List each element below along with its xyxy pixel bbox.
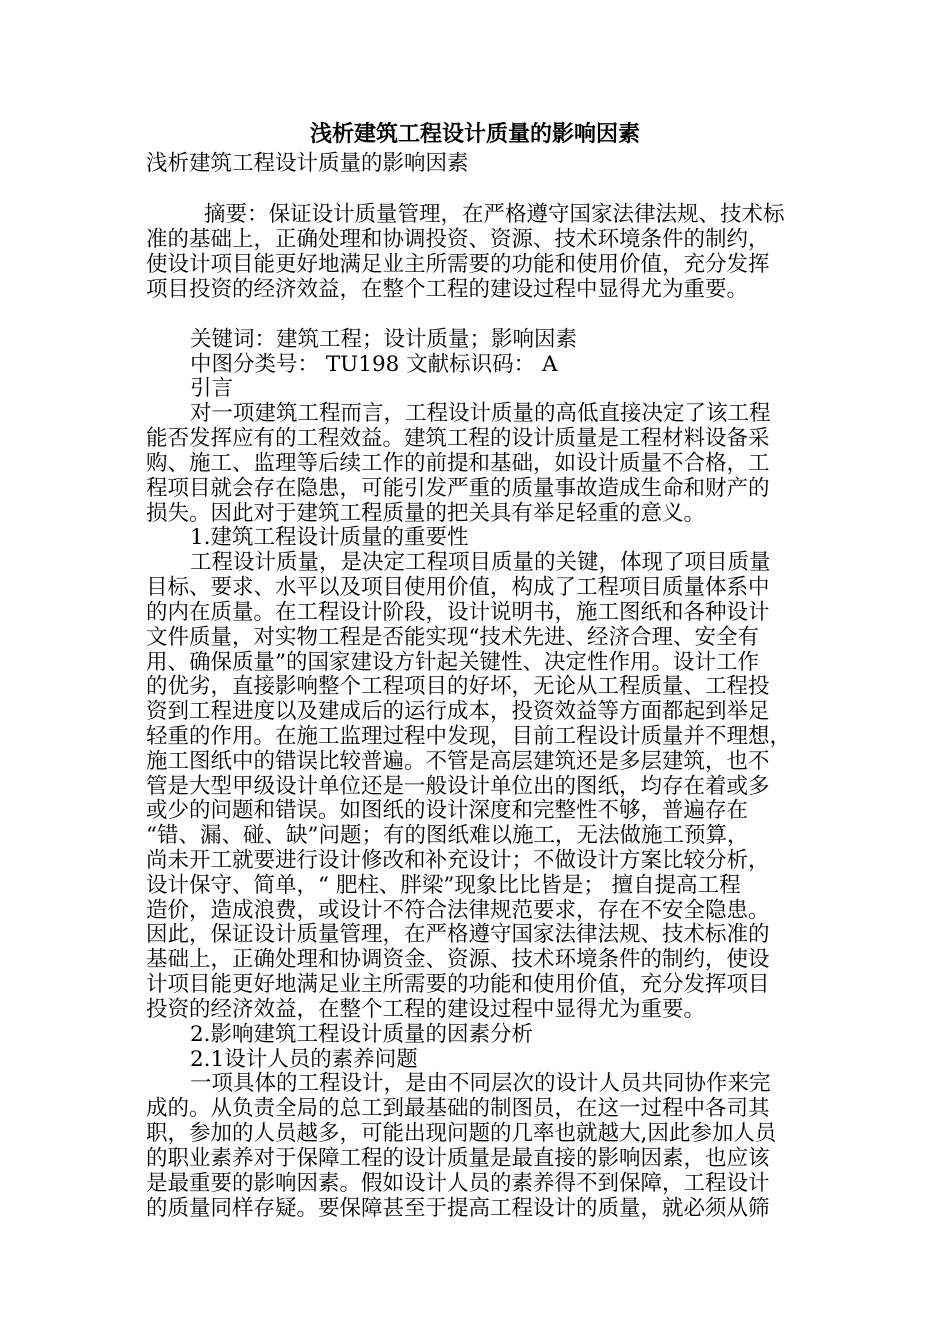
paragraph-line: 尚未开工就要进行设计修改和补充设计；不做设计方案比较分析， bbox=[146, 848, 770, 873]
paragraph-line: 购、施工、监理等后续工作的前提和基础，如设计质量不合格，工 bbox=[146, 451, 770, 476]
paragraph-line: 计项目能更好地满足业主所需要的功能和使用价值，充分发挥项目 bbox=[146, 972, 770, 997]
section-heading: 2.影响建筑工程设计质量的因素分析 bbox=[190, 1022, 534, 1047]
paragraph-line: 能否发挥应有的工程效益。建筑工程的设计质量是工程材料设备采 bbox=[146, 426, 770, 451]
paragraph-line: 施工图纸中的错误比较普遍。不管是高层建筑还是多层建筑，也不 bbox=[146, 749, 770, 774]
abstract-line: 摘要：保证设计质量管理，在严格遵守国家法律法规、技术标 bbox=[204, 202, 785, 227]
paragraph-line: 对一项建筑工程而言，工程设计质量的高低直接决定了该工程 bbox=[190, 401, 771, 426]
abstract-line: 使设计项目能更好地满足业主所需要的功能和使用价值，充分发挥 bbox=[146, 252, 770, 277]
paragraph-line: 投资的经济效益，在整个工程的建设过程中显得尤为重要。 bbox=[146, 997, 706, 1022]
paragraph-line: 文件质量，对实物工程是否能实现“技术先进、经济合理、安全有 bbox=[146, 625, 759, 650]
subtitle-line: 浅析建筑工程设计质量的影响因素 bbox=[146, 151, 469, 176]
paragraph-line: 的内在质量。在工程设计阶段，设计说明书，施工图纸和各种设计 bbox=[146, 600, 770, 625]
classification-line: 中图分类号： TU198 文献标识码： A bbox=[190, 352, 558, 377]
paragraph-line: 用、确保质量”的国家建设方针起关键性、决定性作用。设计工作 bbox=[146, 650, 759, 675]
paragraph-line: 基础上，正确处理和协调资金、资源、技术环境条件的制约，使设 bbox=[146, 947, 770, 972]
paragraph-line: 轻重的作用。在施工监理过程中发现，目前工程设计质量并不理想， bbox=[146, 724, 792, 749]
section-heading: 1.建筑工程设计质量的重要性 bbox=[190, 525, 469, 550]
paragraph-line: 程项目就会存在隐患，可能引发严重的质量事故造成生命和财产的 bbox=[146, 476, 770, 501]
paragraph-line: 损失。因此对于建筑工程质量的把关具有举足轻重的意义。 bbox=[146, 501, 706, 526]
paragraph-line: 设计保守、简单，“ 肥柱、胖梁”现象比比皆是； 擅自提高工程 bbox=[146, 873, 741, 898]
paragraph-line: 目标、要求、水平以及项目使用价值，构成了工程项目质量体系中 bbox=[146, 575, 770, 600]
paragraph-line: 一项具体的工程设计，是由不同层次的设计人员共同协作来完 bbox=[190, 1071, 771, 1096]
paragraph-line: 职，参加的人员越多，可能出现问题的几率也就越大,因此参加人员 bbox=[146, 1121, 777, 1146]
subsection-heading: 2.1设计人员的素养问题 bbox=[190, 1047, 418, 1072]
paragraph-line: 的质量同样存疑。要保障甚至于提高工程设计的质量，就必须从筛 bbox=[146, 1196, 770, 1221]
paragraph-line: “错、漏、碰、缺”问题；有的图纸难以施工，无法做施工预算， bbox=[146, 823, 749, 848]
paragraph-line: 管是大型甲级设计单位还是一般设计单位出的图纸，均存在着或多 bbox=[146, 774, 770, 799]
paragraph-line: 因此，保证设计质量管理，在严格遵守国家法律法规、技术标准的 bbox=[146, 922, 770, 947]
paragraph-line: 或少的问题和错误。如图纸的设计深度和完整性不够，普遍存在 bbox=[146, 798, 749, 823]
document-title: 浅析建筑工程设计质量的影响因素 bbox=[309, 121, 640, 147]
paragraph-line: 的优劣，直接影响整个工程项目的好坏，无论从工程质量、工程投 bbox=[146, 674, 770, 699]
keywords-line: 关键词：建筑工程；设计质量；影响因素 bbox=[190, 327, 578, 352]
abstract-line: 项目投资的经济效益，在整个工程的建设过程中显得尤为重要。 bbox=[146, 277, 749, 302]
paragraph-line: 是最重要的影响因素。假如设计人员的素养得不到保障，工程设计 bbox=[146, 1171, 770, 1196]
abstract-line: 准的基础上，正确处理和协调投资、资源、技术环境条件的制约， bbox=[146, 227, 770, 252]
paragraph-line: 工程设计质量，是决定工程项目质量的关键，体现了项目质量 bbox=[190, 550, 771, 575]
paragraph-line: 成的。从负责全局的总工到最基础的制图员，在这一过程中各司其 bbox=[146, 1096, 770, 1121]
section-heading: 引言 bbox=[190, 376, 234, 401]
paragraph-line: 造价，造成浪费，或设计不符合法律规范要求，存在不安全隐患。 bbox=[146, 898, 770, 923]
paragraph-line: 资到工程进度以及建成后的运行成本，投资效益等方面都起到举足 bbox=[146, 699, 770, 724]
paragraph-line: 的职业素养对于保障工程的设计质量是最直接的影响因素，也应该 bbox=[146, 1146, 770, 1171]
